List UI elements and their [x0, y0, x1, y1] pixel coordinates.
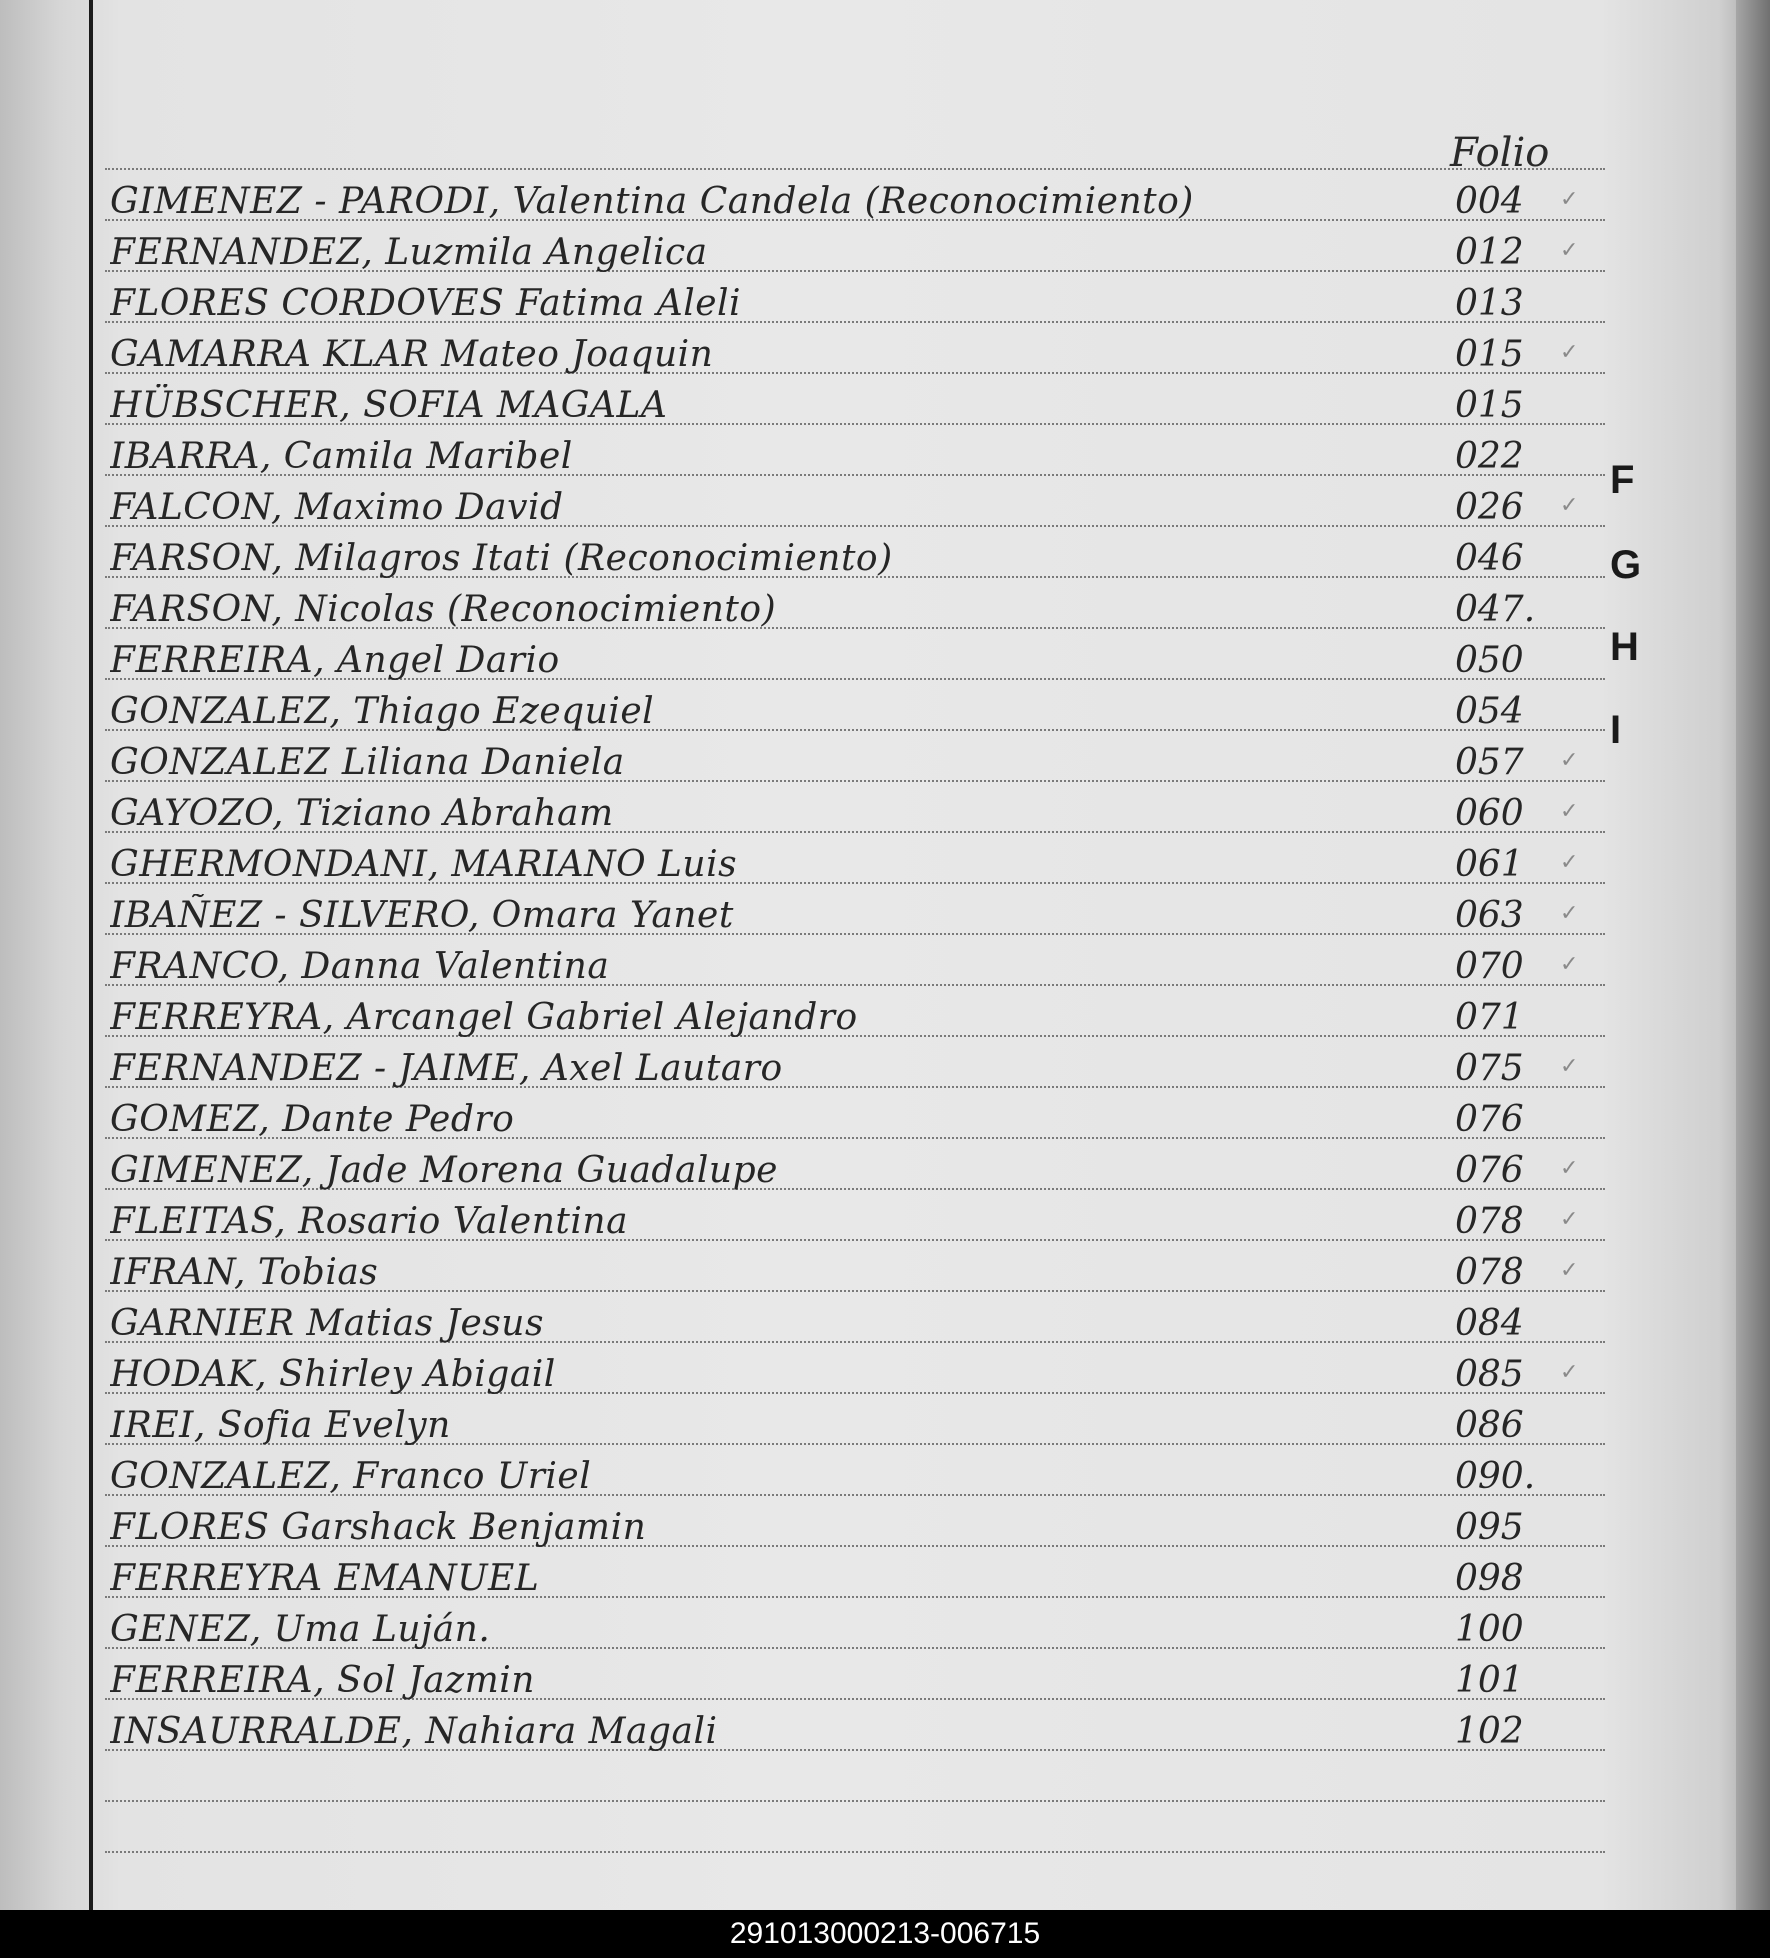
entry-folio: 063 [1455, 895, 1524, 936]
entry-folio: 046 [1455, 538, 1524, 579]
list-item [0, 843, 1600, 887]
entry-folio: 015 [1455, 385, 1524, 426]
check-mark-icon: ✓ [1560, 901, 1579, 926]
entry-name: GHERMONDANI, MARIANO Luis [110, 844, 738, 885]
entry-name: GONZALEZ, Franco Uriel [110, 1456, 592, 1497]
list-item [0, 639, 1600, 683]
index-letter-h: H [1610, 625, 1639, 669]
entry-folio: 078 [1455, 1252, 1524, 1293]
list-item [0, 690, 1600, 734]
entry-name: FERREYRA EMANUEL [110, 1558, 540, 1599]
entry-name: FRANCO, Danna Valentina [110, 946, 610, 987]
check-mark-icon: ✓ [1560, 340, 1579, 365]
entry-name: FERNANDEZ - JAIME, Axel Lautaro [110, 1048, 783, 1089]
entry-name: GONZALEZ, Thiago Ezequiel [110, 691, 655, 732]
entry-folio: 098 [1455, 1558, 1524, 1599]
check-mark-icon: ✓ [1560, 1360, 1579, 1385]
entry-name: GENEZ, Uma Luján. [110, 1609, 491, 1650]
list-item [0, 282, 1600, 326]
entry-name: IREI, Sofia Evelyn [110, 1405, 451, 1446]
list-item [0, 333, 1600, 377]
entry-name: IFRAN, Tobias [110, 1252, 379, 1293]
entry-folio: 026 [1455, 487, 1524, 528]
entry-name: GAMARRA KLAR Mateo Joaquin [110, 334, 714, 375]
list-item [0, 231, 1600, 275]
entry-folio: 090. [1455, 1456, 1536, 1497]
entry-name: INSAURRALDE, Nahiara Magali [110, 1711, 718, 1752]
entry-folio: 076 [1455, 1150, 1524, 1191]
list-item [0, 1659, 1600, 1703]
list-item [0, 1455, 1600, 1499]
entry-folio: 095 [1455, 1507, 1524, 1548]
entry-folio: 050 [1455, 640, 1524, 681]
entry-folio: 047. [1455, 589, 1536, 630]
entry-name: FLEITAS, Rosario Valentina [110, 1201, 629, 1242]
entry-name: GOMEZ, Dante Pedro [110, 1099, 515, 1140]
list-item [0, 894, 1600, 938]
list-item [0, 1302, 1600, 1346]
entry-name: FALCON, Maximo David [110, 487, 564, 528]
list-item [0, 945, 1600, 989]
list-item [0, 792, 1600, 836]
list-item [0, 486, 1600, 530]
entry-name: GIMENEZ - PARODI, Valentina Candela (Reconocimiento) [110, 181, 1194, 222]
entry-name: IBARRA, Camila Maribel [110, 436, 573, 477]
check-mark-icon: ✓ [1560, 1054, 1579, 1079]
check-mark-icon: ✓ [1560, 238, 1579, 263]
check-mark-icon: ✓ [1560, 850, 1579, 875]
entry-folio: 060 [1455, 793, 1524, 834]
document-id-footer: 291013000213-006715 [729, 1917, 1041, 1950]
entry-name: FARSON, Nicolas (Reconocimiento) [110, 589, 777, 630]
entry-name: FERNANDEZ, Luzmila Angelica [110, 232, 708, 273]
list-item [0, 537, 1600, 581]
entry-folio: 070 [1455, 946, 1524, 987]
entry-name: HODAK, Shirley Abigail [110, 1354, 556, 1395]
entry-name: FLORES CORDOVES Fatima Aleli [110, 283, 742, 324]
entry-folio: 004 [1455, 181, 1524, 222]
list-item [0, 1047, 1600, 1091]
entry-folio: 071 [1455, 997, 1524, 1038]
list-item [0, 996, 1600, 1040]
list-item [0, 1404, 1600, 1448]
list-item [0, 1149, 1600, 1193]
list-item [0, 1608, 1600, 1652]
entry-name: FLORES Garshack Benjamin [110, 1507, 647, 1548]
check-mark-icon: ✓ [1560, 1258, 1579, 1283]
check-mark-icon: ✓ [1560, 952, 1579, 977]
list-item [0, 1557, 1600, 1601]
entry-folio: 085 [1455, 1354, 1524, 1395]
list-item [0, 1506, 1600, 1550]
entry-name: FARSON, Milagros Itati (Reconocimiento) [110, 538, 893, 579]
list-item [0, 1353, 1600, 1397]
entry-name: FERREYRA, Arcangel Gabriel Alejandro [110, 997, 858, 1038]
entry-name: GIMENEZ, Jade Morena Guadalupe [110, 1150, 778, 1191]
entry-folio: 022 [1455, 436, 1524, 477]
list-item [0, 384, 1600, 428]
list-item [0, 741, 1600, 785]
entry-name: FERREIRA, Sol Jazmin [110, 1660, 535, 1701]
check-mark-icon: ✓ [1560, 748, 1579, 773]
entry-name: GONZALEZ Liliana Daniela [110, 742, 625, 783]
entry-folio: 075 [1455, 1048, 1524, 1089]
entry-folio: 057 [1455, 742, 1524, 783]
check-mark-icon: ✓ [1560, 1207, 1579, 1232]
entry-folio: 054 [1455, 691, 1524, 732]
entry-folio: 100 [1455, 1609, 1524, 1650]
entry-name: FERREIRA, Angel Dario [110, 640, 560, 681]
index-letter-f: F [1610, 458, 1635, 502]
entry-folio: 086 [1455, 1405, 1524, 1446]
entry-folio: 084 [1455, 1303, 1524, 1344]
entry-folio: 013 [1455, 283, 1524, 324]
list-item [0, 588, 1600, 632]
entry-name: GAYOZO, Tiziano Abraham [110, 793, 614, 834]
index-letter-i: I [1610, 708, 1622, 752]
entry-name: GARNIER Matias Jesus [110, 1303, 544, 1344]
entry-folio: 101 [1455, 1660, 1524, 1701]
entry-folio: 078 [1455, 1201, 1524, 1242]
entry-folio: 102 [1455, 1711, 1524, 1752]
list-item [0, 1710, 1600, 1754]
entry-folio: 012 [1455, 232, 1524, 273]
list-item [0, 1200, 1600, 1244]
check-mark-icon: ✓ [1560, 187, 1579, 212]
folio-header: Folio [1450, 130, 1550, 176]
entry-name: HÜBSCHER, SOFIA MAGALA [110, 385, 668, 426]
check-mark-icon: ✓ [1560, 799, 1579, 824]
list-item [0, 1098, 1600, 1142]
list-item [0, 1251, 1600, 1295]
list-item [0, 435, 1600, 479]
entry-folio: 015 [1455, 334, 1524, 375]
check-mark-icon: ✓ [1560, 493, 1579, 518]
list-item [0, 180, 1600, 224]
check-mark-icon: ✓ [1560, 1156, 1579, 1181]
entry-name: IBAÑEZ - SILVERO, Omara Yanet [110, 895, 734, 936]
entry-folio: 076 [1455, 1099, 1524, 1140]
page-edge [1736, 0, 1770, 1910]
index-letter-g: G [1610, 543, 1642, 587]
entry-folio: 061 [1455, 844, 1524, 885]
